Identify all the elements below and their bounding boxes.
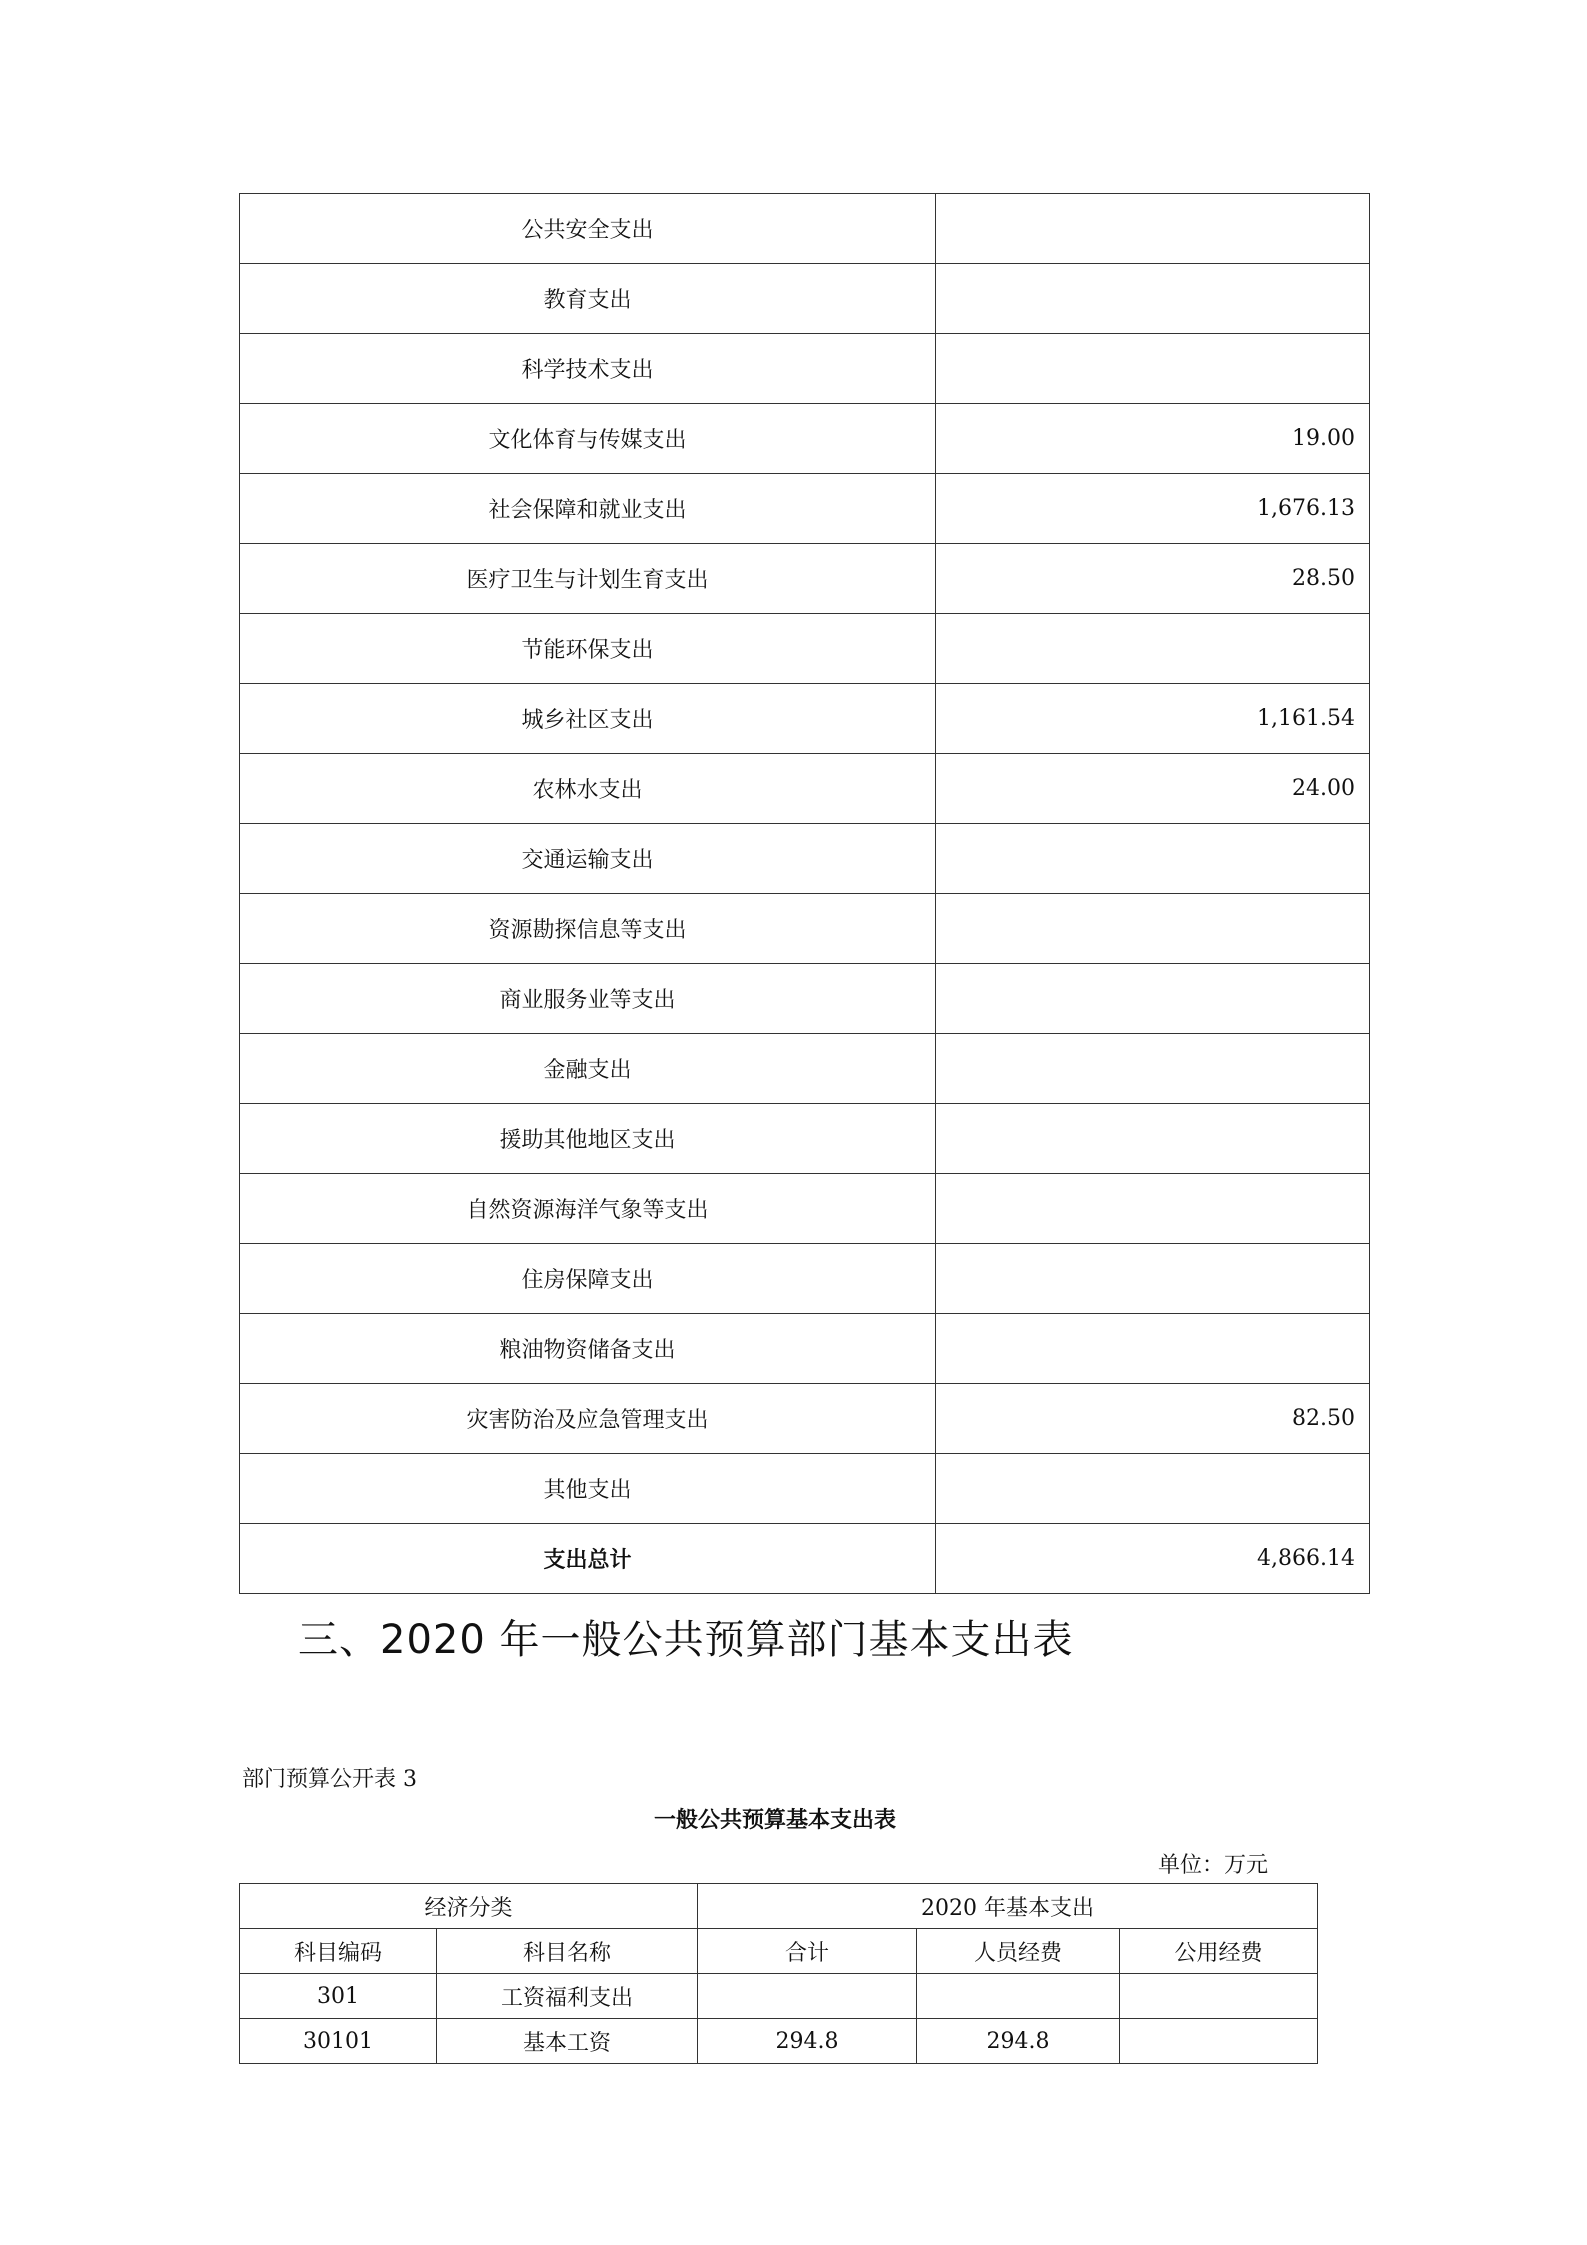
row-value <box>936 894 1370 964</box>
table-row <box>240 964 1370 1034</box>
row-value <box>936 1454 1370 1524</box>
row-value <box>936 824 1370 894</box>
row-label: 金融支出 <box>240 1034 936 1104</box>
econ-class-header: 经济分类 <box>240 1884 698 1929</box>
table-row <box>240 824 1370 894</box>
table-row <box>240 1314 1370 1384</box>
row-value <box>936 1034 1370 1104</box>
cell-code: 30101 <box>240 2019 437 2064</box>
cell-total: 294.8 <box>698 2019 917 2064</box>
row-value: 24.00 <box>936 754 1370 824</box>
table-row <box>240 1974 1318 2019</box>
row-value <box>936 264 1370 334</box>
table-row <box>240 1454 1370 1524</box>
basic-expenditure-header: 2020 年基本支出 <box>698 1884 1318 1929</box>
cell-name: 基本工资 <box>437 2019 698 2064</box>
row-value: 82.50 <box>936 1384 1370 1454</box>
cell-code: 301 <box>240 1974 437 2019</box>
table-row <box>240 1174 1370 1244</box>
row-value <box>936 614 1370 684</box>
table-row <box>240 1244 1370 1314</box>
table-number: 部门预算公开表 3 <box>242 1767 417 1792</box>
row-label: 节能环保支出 <box>240 614 936 684</box>
table-row <box>240 194 1370 264</box>
table-title: 一般公共预算基本支出表 <box>653 1807 896 1833</box>
group-header-row <box>240 1884 1318 1929</box>
row-label: 灾害防治及应急管理支出 <box>240 1384 936 1454</box>
basic-expenditure-table <box>239 1883 1318 2064</box>
col-header-code: 科目编码 <box>240 1929 437 1974</box>
col-header-personnel: 人员经费 <box>917 1929 1120 1974</box>
row-label: 医疗卫生与计划生育支出 <box>240 544 936 614</box>
table-row <box>240 264 1370 334</box>
cell-public <box>1120 1974 1318 2019</box>
column-header-row <box>240 1929 1318 1974</box>
expenditure-summary-table <box>239 193 1370 1594</box>
row-label: 教育支出 <box>240 264 936 334</box>
row-label: 文化体育与传媒支出 <box>240 404 936 474</box>
cell-public <box>1120 2019 1318 2064</box>
row-value <box>936 1174 1370 1244</box>
table-row <box>240 684 1370 754</box>
total-row <box>240 1524 1370 1594</box>
row-value <box>936 1244 1370 1314</box>
row-value <box>936 964 1370 1034</box>
row-label: 自然资源海洋气象等支出 <box>240 1174 936 1244</box>
unit-label: 单位：万元 <box>1158 1853 1269 1878</box>
row-value: 1,161.54 <box>936 684 1370 754</box>
row-value: 28.50 <box>936 544 1370 614</box>
table-row <box>240 544 1370 614</box>
row-label: 农林水支出 <box>240 754 936 824</box>
row-value: 1,676.13 <box>936 474 1370 544</box>
table-row <box>240 2019 1318 2064</box>
row-value <box>936 194 1370 264</box>
cell-personnel <box>917 1974 1120 2019</box>
table-row <box>240 474 1370 544</box>
table-row <box>240 1104 1370 1174</box>
row-label: 交通运输支出 <box>240 824 936 894</box>
row-label: 商业服务业等支出 <box>240 964 936 1034</box>
table-row <box>240 894 1370 964</box>
table-row <box>240 334 1370 404</box>
table-row <box>240 404 1370 474</box>
table-row <box>240 1384 1370 1454</box>
table-row <box>240 754 1370 824</box>
row-label: 公共安全支出 <box>240 194 936 264</box>
row-label: 科学技术支出 <box>240 334 936 404</box>
row-value <box>936 1104 1370 1174</box>
cell-personnel: 294.8 <box>917 2019 1120 2064</box>
cell-name: 工资福利支出 <box>437 1974 698 2019</box>
col-header-public: 公用经费 <box>1120 1929 1318 1974</box>
row-label: 住房保障支出 <box>240 1244 936 1314</box>
row-label: 资源勘探信息等支出 <box>240 894 936 964</box>
total-value: 4,866.14 <box>936 1524 1370 1594</box>
row-label: 援助其他地区支出 <box>240 1104 936 1174</box>
row-value <box>936 1314 1370 1384</box>
row-label: 其他支出 <box>240 1454 936 1524</box>
row-label: 社会保障和就业支出 <box>240 474 936 544</box>
cell-total <box>698 1974 917 2019</box>
row-label: 粮油物资储备支出 <box>240 1314 936 1384</box>
col-header-total: 合计 <box>698 1929 917 1974</box>
row-value: 19.00 <box>936 404 1370 474</box>
col-header-name: 科目名称 <box>437 1929 698 1974</box>
table-row <box>240 1034 1370 1104</box>
section-heading: 三、2020 年一般公共预算部门基本支出表 <box>298 1617 1074 1663</box>
row-label: 城乡社区支出 <box>240 684 936 754</box>
total-label: 支出总计 <box>240 1524 936 1594</box>
row-value <box>936 334 1370 404</box>
table-row <box>240 614 1370 684</box>
